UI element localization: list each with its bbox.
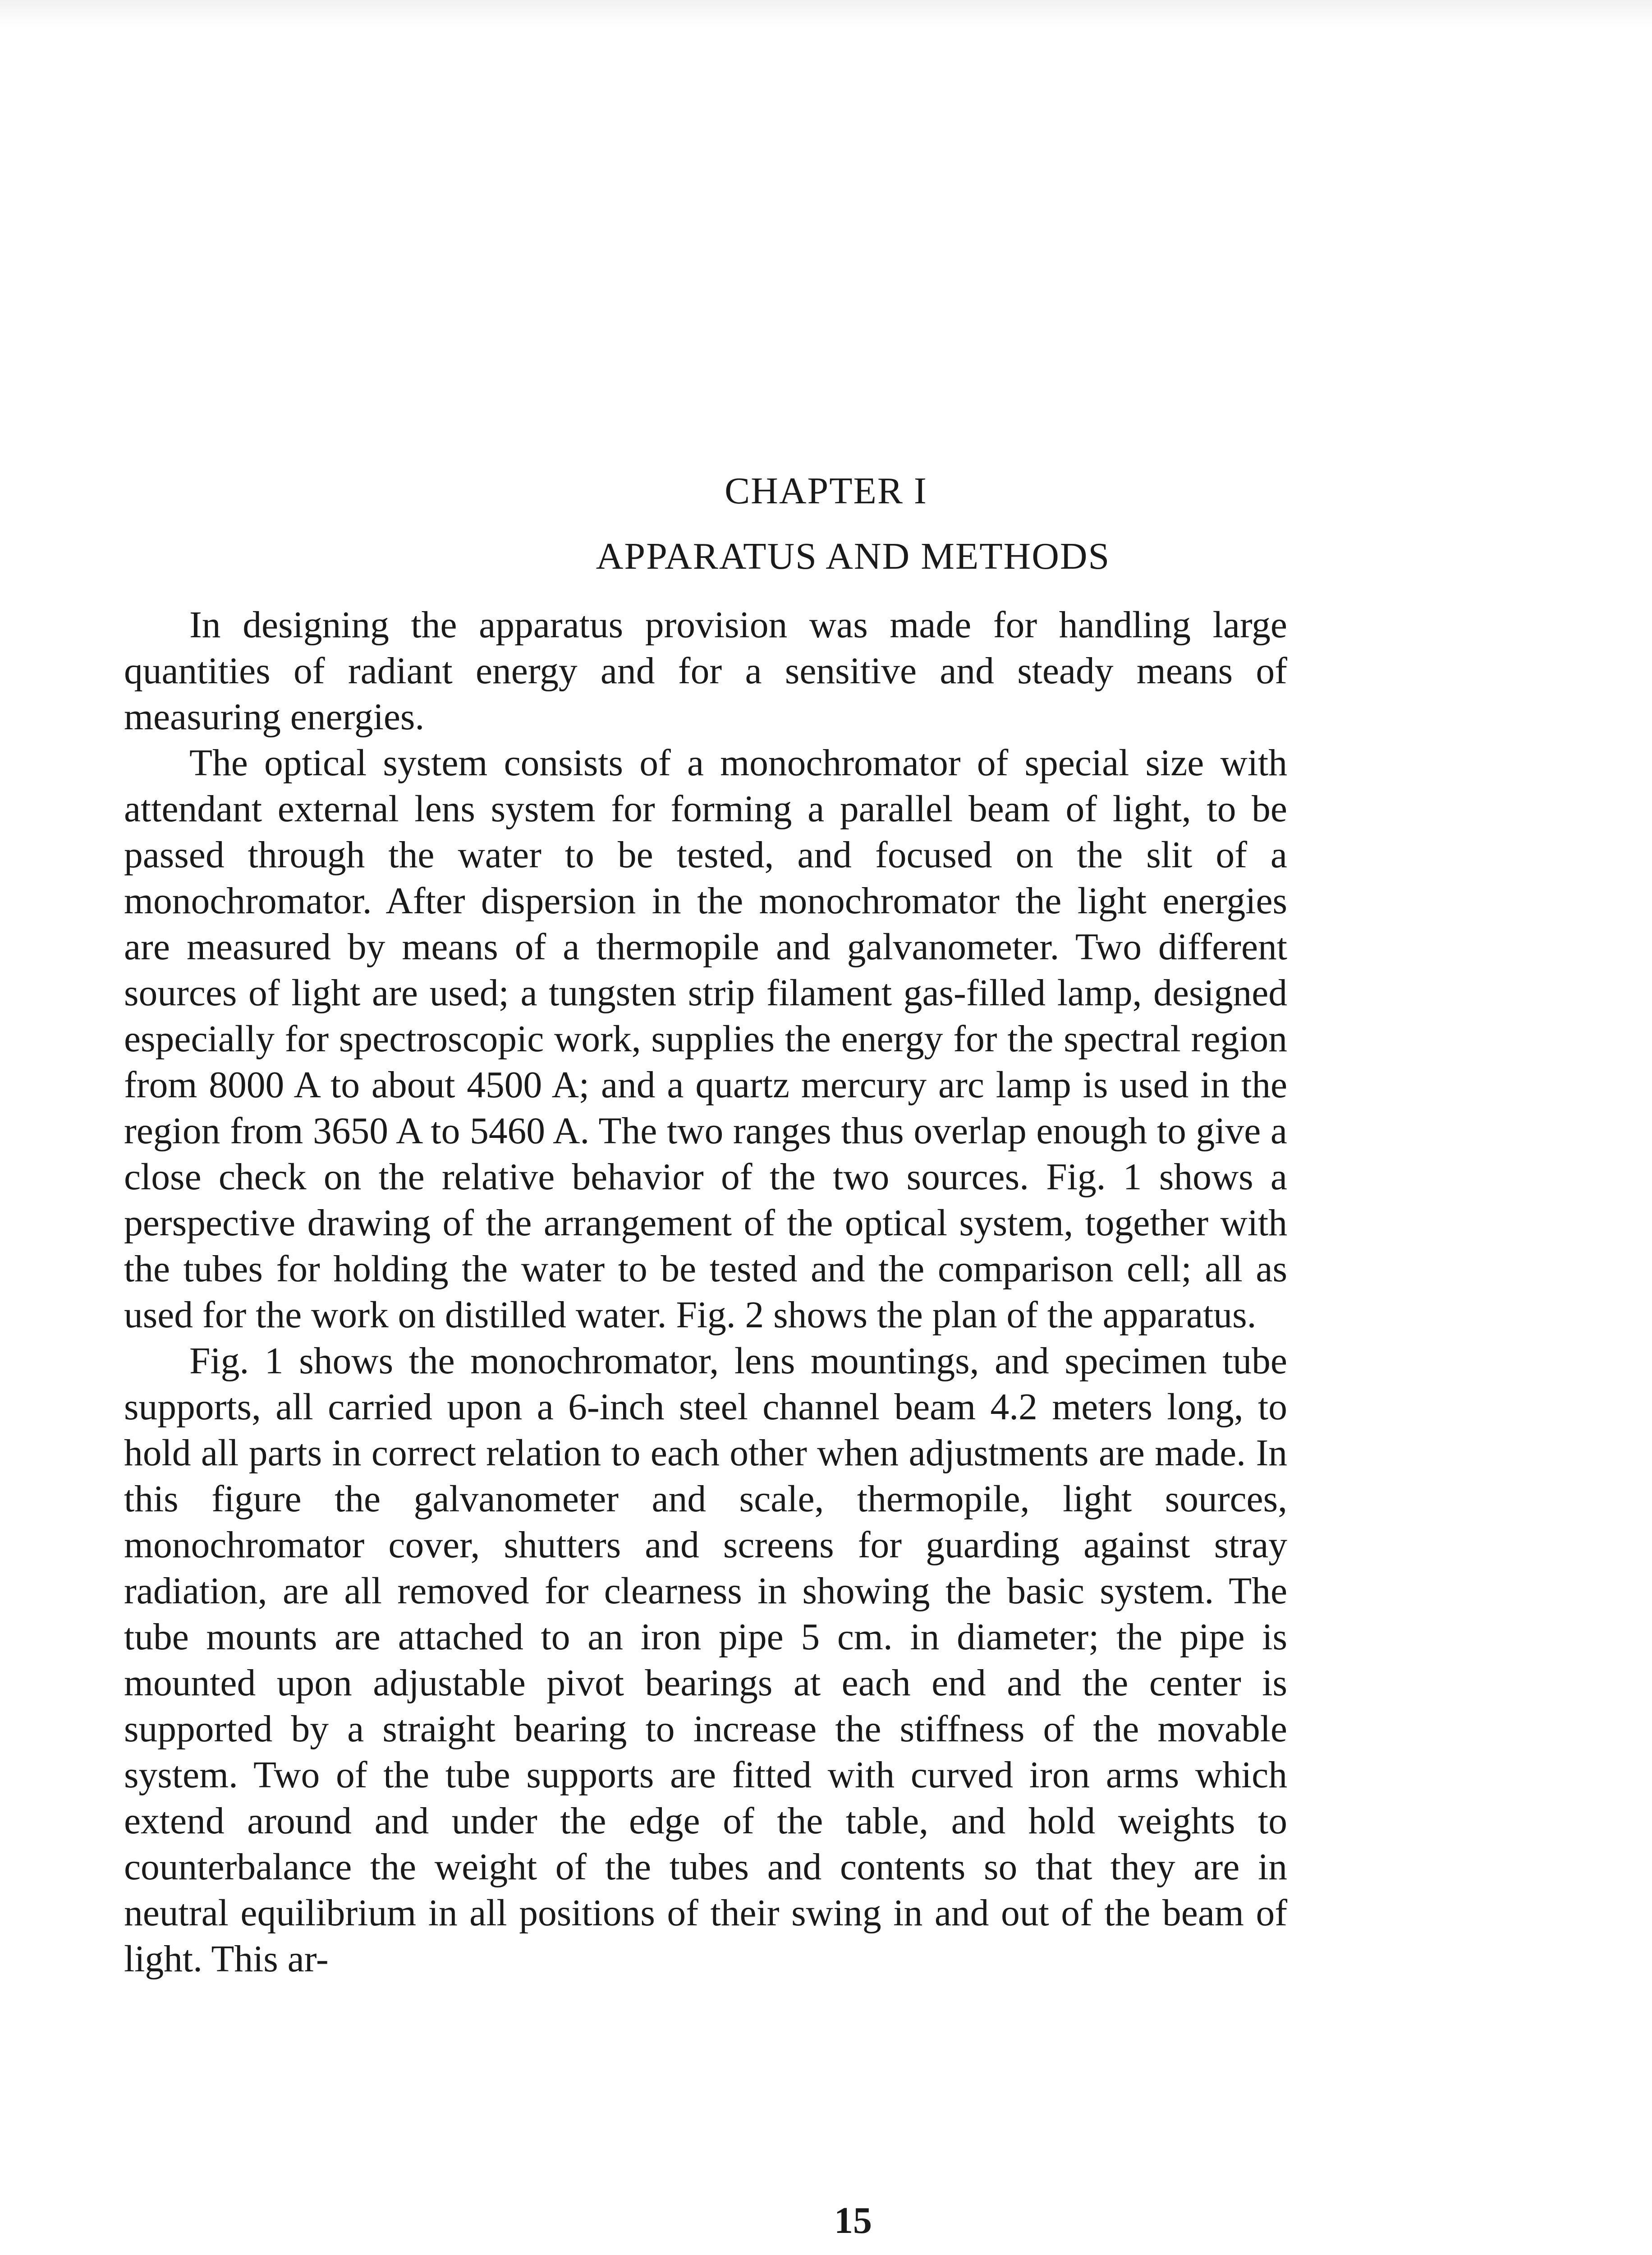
paragraph-fig-1: Fig. 1 shows the monochromator, lens mountings, and specimen tube supports, all carried upon a 6-inch steel channel beam 4.2 meters long, to hold all parts in correct relation to each other when adjustments are made. In this figure the galvanometer and scale, thermopile, light sources, monochromator cover, shutters and screens for guarding against stray radiation, are all removed for clearness in showing the basic system. The tube mounts are attached to an iron pipe 5 cm. in diameter; the pipe is mounted upon adjustable pivot bearings at each end and the center is supported by a straight bearing to increase the stiffness of the movable system. Two of the tube supports are fitted with curved iron arms which extend around and under the edge of the table, and hold weights to counterbalance the weight of the tubes and contents so that they are in neutral equilibrium in all positions of their swing in and out of the beam of light. This ar- <box>124 1340 1287 1980</box>
chapter-title: APPARATUS AND METHODS <box>596 535 1111 577</box>
paragraph-intro: In designing the apparatus provision was made for handling large quantities of radiant energy and for a sensitive and steady means of measuring energies. <box>124 604 1287 738</box>
page-number: 15 <box>834 2200 872 2241</box>
body-text <box>124 602 1287 1982</box>
scan-top-edge <box>0 0 1652 27</box>
chapter-number: CHAPTER I <box>725 470 927 512</box>
paragraph-optical-system: The optical system consists of a monochromator of special size with attendant external lens system for forming a parallel beam of light, to be passed through the water to be tested, and focused on the slit of a monochromator. After dispersion in the monochromator the light energies are measured by means of a thermopile and galvanometer. Two different sources of light are used; a tungsten strip filament gas-filled lamp, designed especially for spectroscopic work, supplies the energy for the spectral region from 8000 A to about 4500 A; and a quartz mercury arc lamp is used in the region from 3650 A to 5460 A. The two ranges thus overlap enough to give a close check on the relative behavior of the two sources. Fig. 1 shows a perspective drawing of the arrangement of the optical system, together with the tubes for holding the water to be tested and the comparison cell; all as used for the work on distilled water. Fig. 2 shows the plan of the apparatus. <box>124 742 1287 1336</box>
